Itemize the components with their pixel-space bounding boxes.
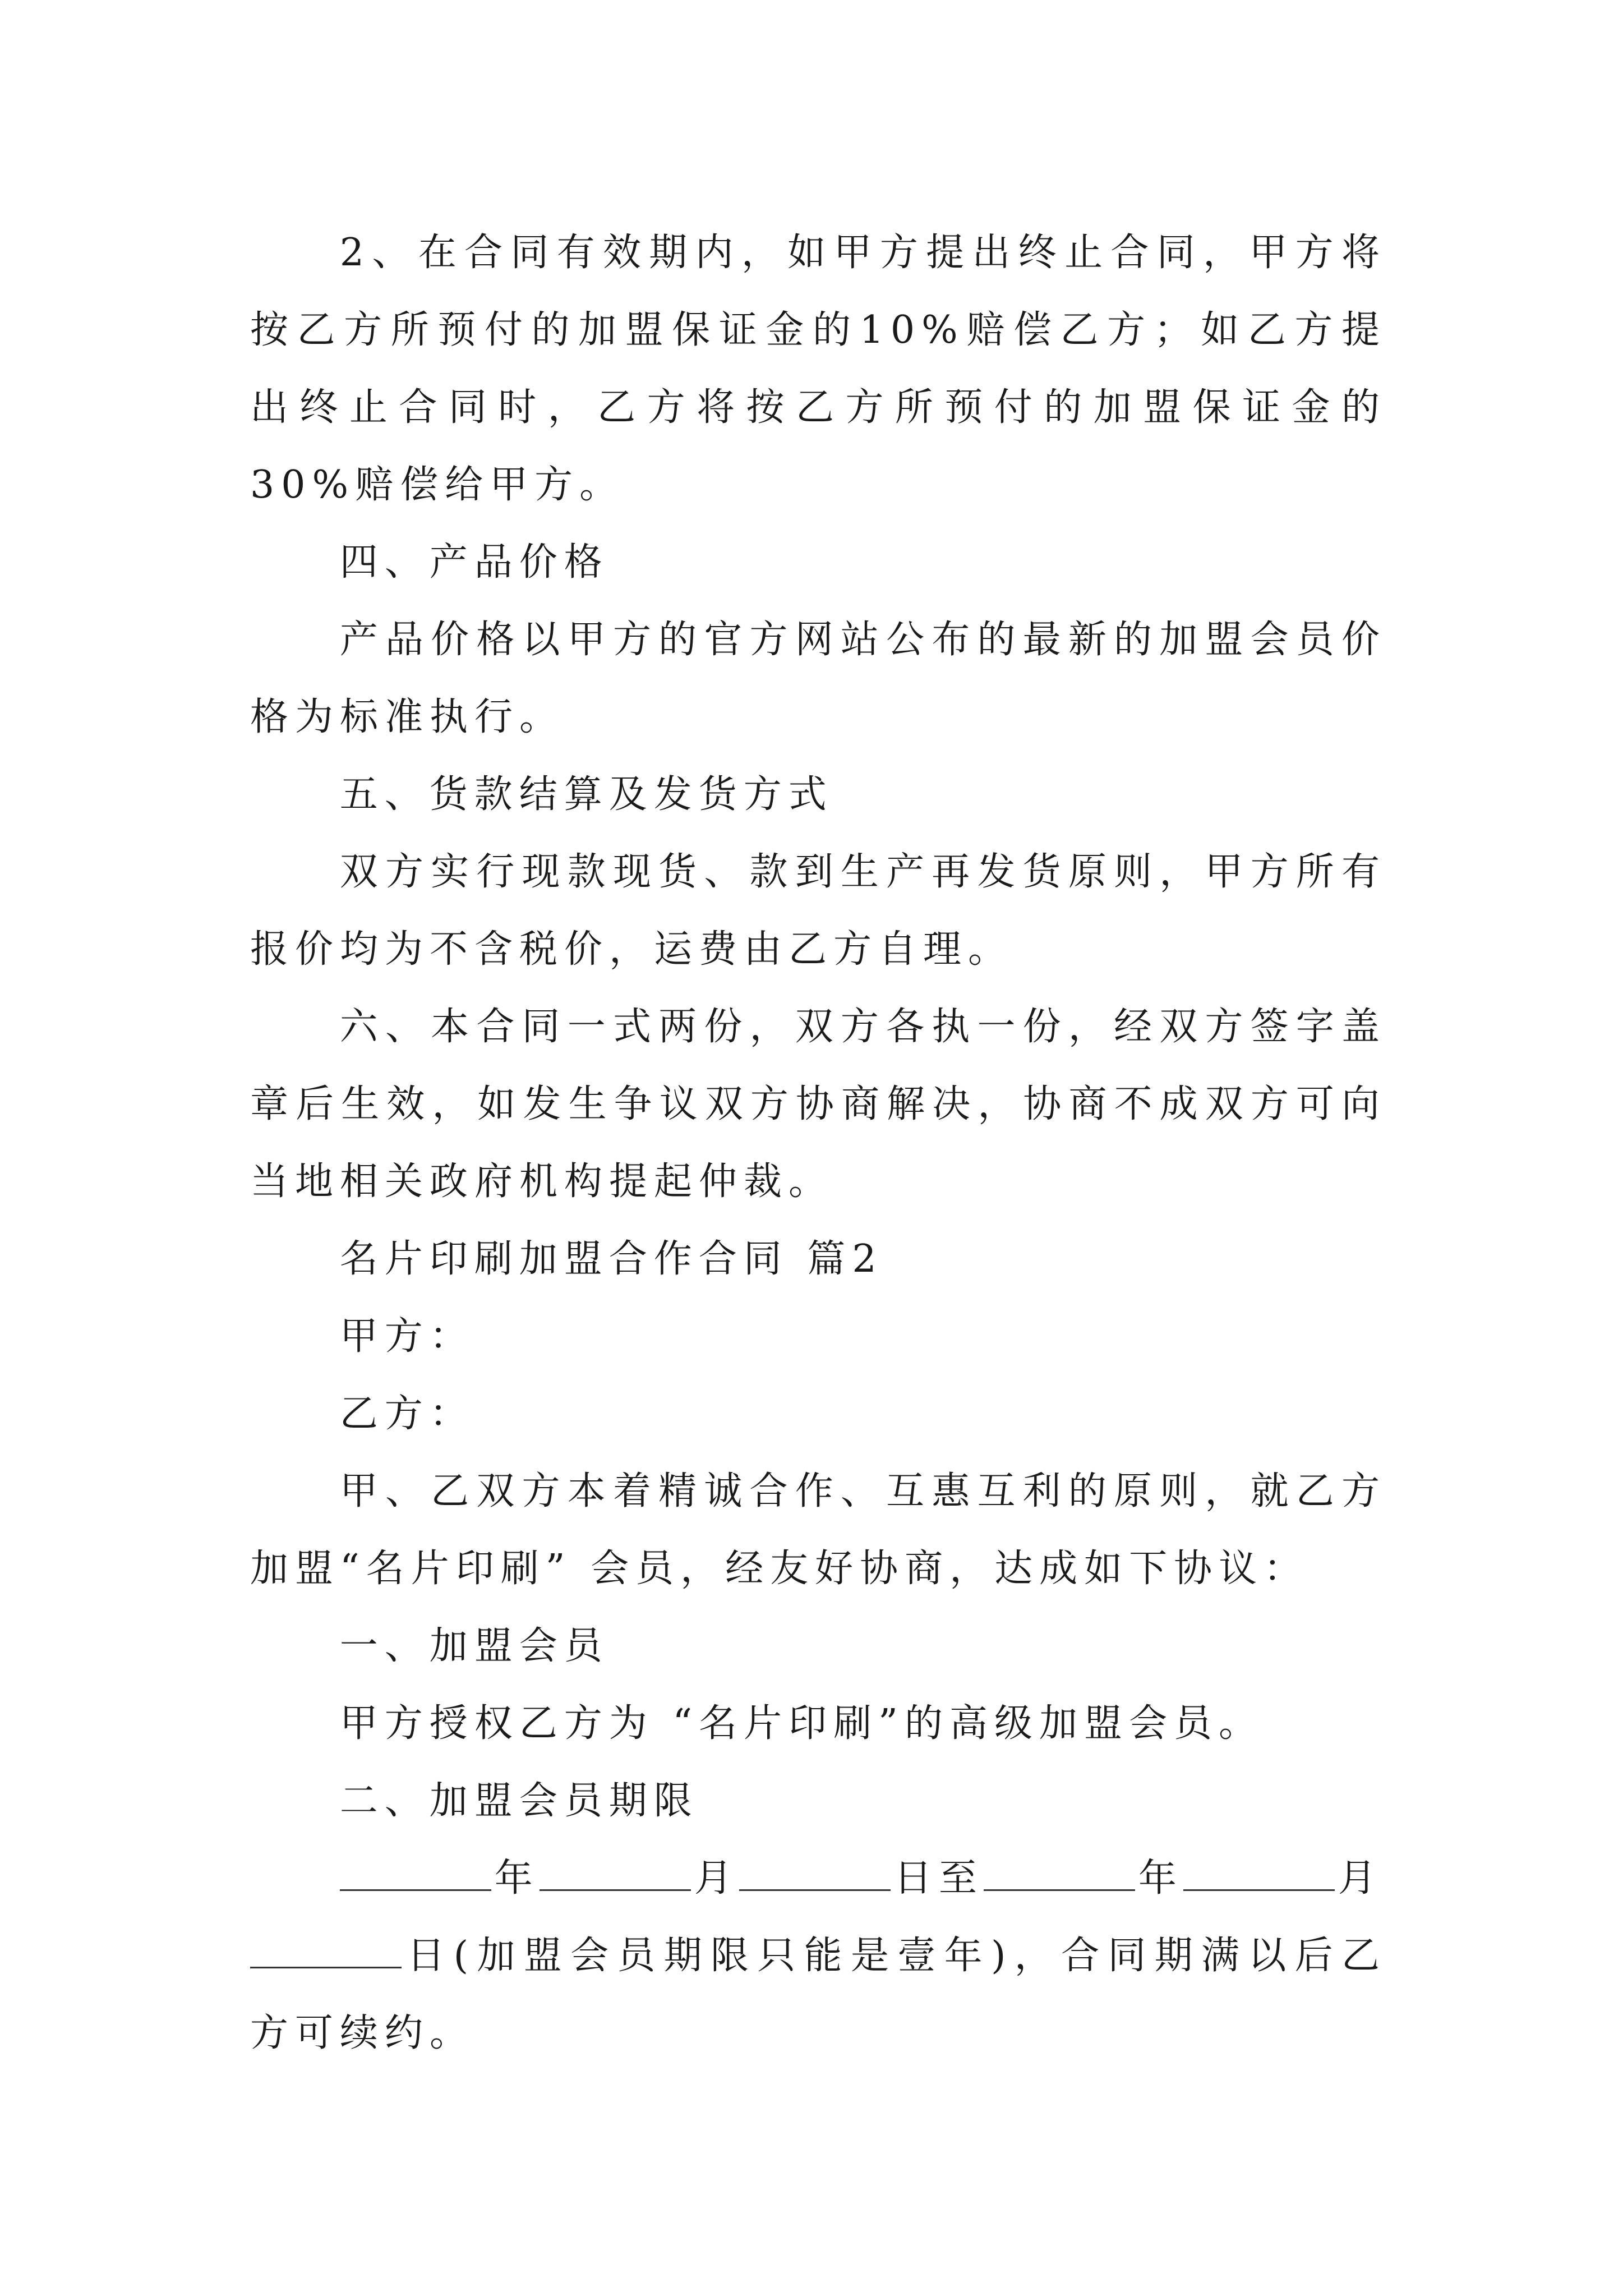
party-a-label: 甲方：: [339, 1314, 474, 1359]
section-6-text: 六、本合同一式两份，双方各执一份，经双方签字盖章后生效，如发生争议双方协商解决，协商不成双方可向当地相关政府机构提起仲裁。: [250, 1005, 1386, 1204]
document-body: [250, 214, 1386, 2072]
membership-term-continuation: [250, 1917, 1386, 2072]
month-label-1: 月: [694, 1856, 739, 1901]
section-4-heading: 四、产品价格: [339, 540, 609, 585]
contract-2-title: 名片印刷加盟合作合同 篇2: [339, 1237, 883, 1281]
blank-day-1[interactable]: [739, 1889, 891, 1891]
clause-3-2: 2、在合同有效期内，如甲方提出终止合同，甲方将按乙方所预付的加盟保证金的10%赔偿乙方；如乙方提出终止合同时，乙方将按乙方所预付的加盟保证金的30%赔偿给甲方。: [250, 231, 1386, 507]
section-1-heading: 一、加盟会员: [339, 1624, 609, 1668]
blank-month-1[interactable]: [540, 1889, 691, 1891]
section-5-text: 双方实行现款现货、款到生产再发货原则，甲方所有报价均为不含税价，运费由乙方自理。: [250, 850, 1386, 972]
blank-year-1[interactable]: [340, 1889, 491, 1891]
blank-day-2[interactable]: [250, 1967, 402, 1968]
month-label-2: 月: [1338, 1856, 1383, 1901]
party-b-label: 乙方：: [339, 1392, 474, 1436]
year-label-1: 年: [494, 1856, 540, 1901]
day-label-2-tail: 日(加盟会员期限只能是壹年)，合同期满以后乙方可续约。: [250, 1934, 1386, 2055]
membership-term-line: [250, 1840, 1386, 1917]
section-4-text: 产品价格以甲方的官方网站公布的最新的加盟会员价格为标准执行。: [250, 618, 1386, 739]
blank-month-2[interactable]: [1183, 1889, 1335, 1891]
day-label-1: 日至: [893, 1856, 984, 1901]
blank-year-2[interactable]: [984, 1889, 1135, 1891]
section-5-heading: 五、货款结算及发货方式: [339, 772, 833, 817]
section-1-text: 甲方授权乙方为 “名片印刷”的高级加盟会员。: [339, 1701, 1264, 1746]
year-label-2: 年: [1138, 1856, 1183, 1901]
preamble-text: 甲、乙双方本着精诚合作、互惠互利的原则，就乙方加盟“名片印刷” 会员，经友好协商，达成如下协议：: [250, 1469, 1386, 1591]
section-2-heading: 二、加盟会员期限: [339, 1779, 699, 1823]
